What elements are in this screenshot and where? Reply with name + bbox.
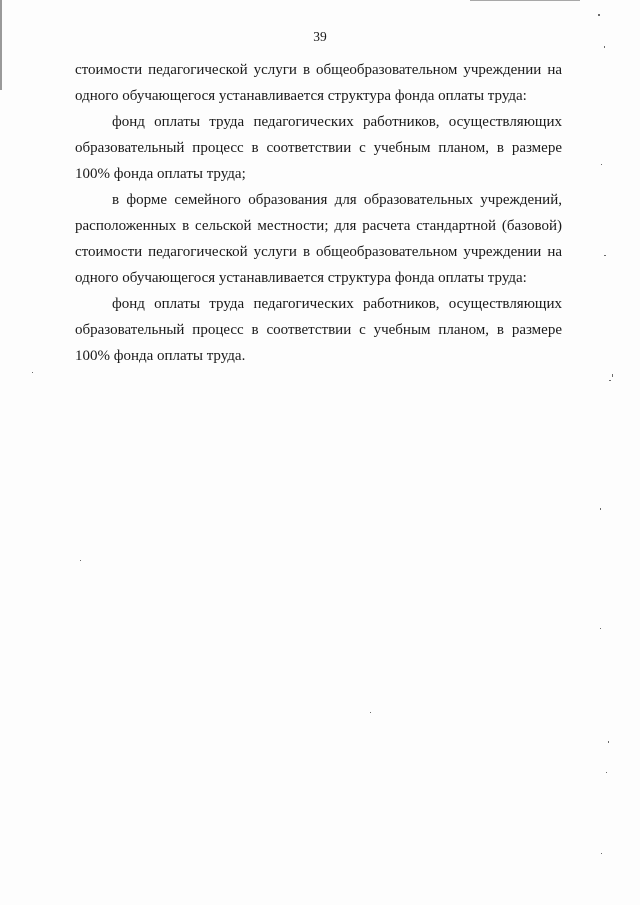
text-line: фонд оплаты труда педагогических работников, осуществляющих [112,296,562,312]
text-line: расположенных в сельской местности; для расчета стандартной (базовой) [75,218,562,234]
scan-speck [606,772,607,773]
text-line: образовательный процесс в соответствии с учебным планом, в размере [75,140,562,156]
scan-speck [370,712,371,713]
text-line: 100% фонда оплаты труда; [75,166,246,182]
scan-edge-mark [470,0,580,1]
text-line: одного обучающегося устанавливается структура фонда оплаты труда: [75,88,527,104]
text-line: одного обучающегося устанавливается структура фонда оплаты труда: [75,270,527,286]
scan-speck [601,164,602,165]
paragraph [75,291,562,369]
scan-speck [80,560,81,561]
scan-speck [600,628,601,629]
scan-speck [598,14,600,16]
scan-speck [608,741,609,743]
text-line: в форме семейного образования для образовательных учреждений, [112,192,562,208]
paragraph [75,109,562,187]
document-body [75,57,562,369]
text-line: стоимости педагогической услуги в общеобразовательном учреждении на [75,62,562,78]
text-line: 100% фонда оплаты труда. [75,348,246,364]
scan-speck [609,380,611,381]
scan-speck [32,372,33,373]
text-line: фонд оплаты труда педагогических работников, осуществляющих [112,114,562,130]
text-line: образовательный процесс в соответствии с учебным планом, в размере [75,322,562,338]
page-number: 39 [313,29,327,44]
scan-speck [604,46,605,48]
scan-speck [612,374,613,377]
text-line: стоимости педагогической услуги в общеобразовательном учреждении на [75,244,562,260]
scan-edge-mark [0,0,2,90]
paragraph [75,187,562,291]
scan-speck [601,853,602,854]
scan-speck [604,255,606,256]
scan-speck [600,508,601,510]
paragraph [75,57,562,109]
